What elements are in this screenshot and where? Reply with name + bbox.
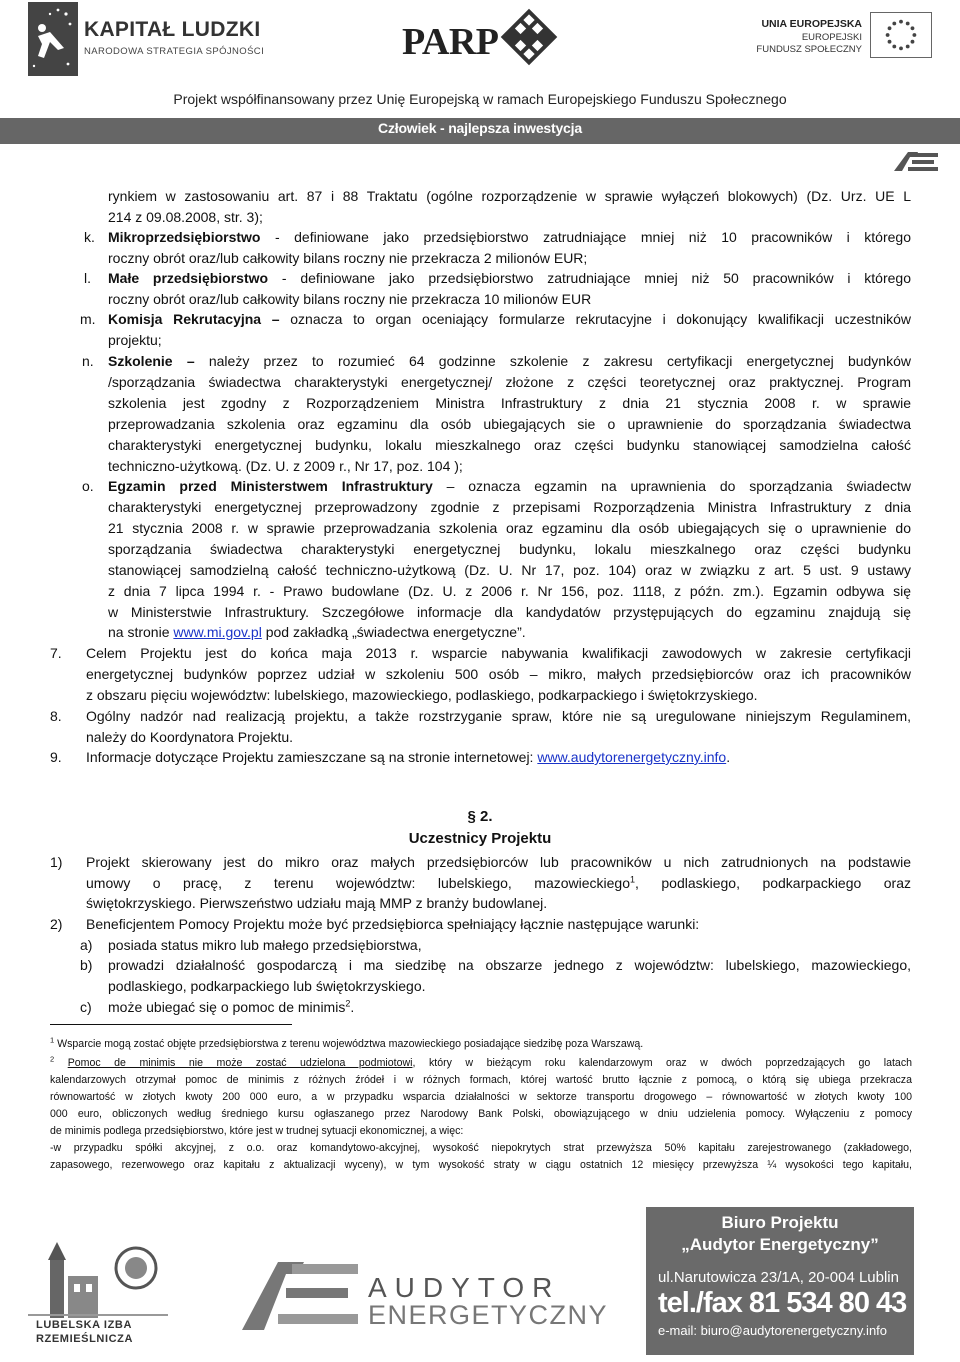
item-1-line2-end: , podlaskiego, podkarpackiego oraz [635, 875, 911, 891]
parp-wordmark: PARP [402, 21, 499, 63]
definition-n-line2: /sporządzania świadectwa charakterystyki energetycznej/ złożone z części teoretycznej oraz praktycznej. Program [108, 374, 911, 390]
definition-n-text: należy przez to rozumieć 64 godzinne szkolenie z zakresu certyfikacji energetycznej budynków [194, 353, 911, 369]
mi-gov-link[interactable]: www.mi.gov.pl [173, 624, 262, 640]
definition-o-term: Egzamin przed Ministerstwem Infrastruktury [108, 478, 433, 494]
footnote-2-line4: 000 euro, obliczonych według średniego kursu ogłaszanego przez Narodowy Bank Polski, obowiązującego w dniu udzielenia pomocy. Wyłączeniu z pomocy [50, 1108, 912, 1120]
section-number: § 2. [467, 808, 493, 825]
footnote-2-line7: zapasowego, rezerwowego oraz kapitału z aktualizacji wyceny), w tym wysokość straty w ciągu ostatnich 12 miesięcy przewyższa ¼ wysokości tego kapitału, [50, 1159, 912, 1171]
point-9-label: 9. [50, 749, 62, 765]
definition-n-line6: techniczno-użytkową. (Dz. U. z 2009 r., Nr 17, poz. 104 ); [108, 458, 463, 474]
item-2c-line [108, 997, 911, 1018]
project-office-address: ul.Narutowicza 23/1A, 20-004 Lublin [658, 1269, 899, 1286]
point-8-line1: Ogólny nadzór nad realizacją projektu, a także rozstrzyganie spraw, które nie są uregulowane niniejszym Regulaminem, [86, 708, 911, 724]
footnote-2-number: 2 [50, 1054, 55, 1064]
point-9-line [86, 747, 911, 768]
point-7-line3: z obszaru pięciu województw: lubelskiego, mazowieckiego, podlaskiego, podkarpackiego i świętokrzyskiego. [86, 687, 758, 703]
definition-o-line5: stanowiącej samodzielną całość techniczno-użytkową (Dz. U. Nr 17, poz. 104) oraz w związku z art. 5 ust. 9 ustawy [108, 562, 911, 578]
definition-o-line7: w Ministerstwie Infrastruktury. Szczegółowe informacje dla kandydatów przystępujących do egzaminu znajdują się [108, 604, 911, 620]
eu-flag-icon [870, 12, 932, 58]
definition-o-line3: 21 stycznia 2008 r. w sprawie przeprowadzania szkolenia oraz egzaminu dla osób ubiegających się o uprawnienie do [108, 520, 911, 536]
definition-m-text: oznacza to organ oceniający formularze rekrutacyjne i dokonujący kwalifikacji uczestników [279, 311, 911, 327]
parp-diamond-icon [500, 8, 558, 66]
footnote-2-line1 [50, 1055, 912, 1071]
definition-o-line4: sporządzania świadectwa charakterystyki energetycznej budynku, lokalu mieszkalnego oraz części budynku [108, 541, 911, 557]
footnote-2-line3: równowartość w złotych kwoty 200 000 euro, a w przypadku wsparcia działalności w sektorze transportu drogowego – równowartość w złotych kwoty 100 [50, 1091, 912, 1103]
definition-n-line5: charakterystyki energetycznej budynku, lokalu mieszkalnego oraz części budynku stanowiącej samodzielna całość [108, 437, 911, 453]
definition-m-line1 [108, 309, 911, 330]
item-2b-line1: prowadzi działalność gospodarczą i ma siedzibę na obszarze jednego z województw: lubelskiego, mazowieckiego, [108, 957, 911, 973]
eu-logo [742, 8, 932, 68]
definition-l-line1 [108, 268, 911, 289]
point-9-end: . [726, 749, 731, 765]
definition-m-label: m. [80, 311, 96, 327]
definition-n-line3: szkolenia jest zgodny z Rozporządzeniem Ministra Infrastruktury z dnia 21 stycznia 2008 r. w sprawie [108, 395, 911, 411]
audytor-ae-logo-icon [238, 1256, 362, 1332]
kapital-ludzki-logo [28, 2, 278, 82]
item-1-label: 1) [50, 854, 63, 870]
footnote-2-line2: kalendarzowych otrzymał pomoc de minimis z różnych źródeł i w różnych formach, której wartość brutto łącznie z pomocą, o którą się ubiega przekracza [50, 1074, 912, 1086]
footnote-2-underlined: Pomoc de minimis nie może zostać udzielona podmiotowi [67, 1057, 413, 1069]
parp-logo [402, 6, 562, 68]
audytor-website-link[interactable]: www.audytorenergetyczny.info [537, 749, 727, 765]
item-2-line1: Beneficjentem Pomocy Projektu może być przedsiębiorca spełniający łącznie następujące warunki: [86, 916, 700, 932]
item-2c-label: c) [80, 999, 92, 1015]
item-1-line1: Projekt skierowany jest do mikro oraz małych przedsiębiorców lub pracowników u nich zatrudnionych na podstawie [86, 854, 911, 870]
lubelska-izba-logo [36, 1318, 176, 1346]
definition-o-link-prefix: na stronie [108, 624, 174, 640]
point-7-label: 7. [50, 645, 62, 661]
project-office-phone: tel./fax 81 534 80 43 [658, 1287, 907, 1319]
definition-o-line2: charakterystyki energetycznej przeprowadzony zgodnie z przepisami Rozporządzenia Ministra Infrastruktury z dnia [108, 499, 911, 515]
lubelska-izba-line1: LUBELSKA IZBA [36, 1319, 132, 1331]
footnote-ref-2: 2 [345, 998, 351, 1009]
definition-n-line4: przeprowadzania szkolenia oraz egzaminu dla osób ubiegających sie o uprawnienie do sporządzania świadectwa [108, 416, 911, 432]
project-office-box [646, 1207, 914, 1355]
definition-o-label: o. [82, 478, 94, 494]
definition-k-line1 [108, 227, 911, 248]
item-1-line3: świętokrzyskiego. Pierwszeństwo udziału mają MMP z branży budowlanej. [86, 895, 548, 911]
definition-l-text: - definiowane jako przedsiębiorstwo zatrudniające mniej niż 50 pracowników i którego [268, 270, 911, 286]
definition-l-label: l. [84, 270, 91, 286]
definition-o-line6: z dnia 7 lipca 1994 r. - Prawo budowlane (Dz. U. z 2006 r. Nr 156, poz. 1118, z późn. zm.). Egzamin odbywa się [108, 583, 911, 599]
footnote-ref-1: 1 [630, 874, 636, 885]
cofinancing-line: Projekt współfinansowany przez Unię Europejską w ramach Europejskiego Funduszu Społecznego [173, 91, 787, 107]
definition-n-label: n. [82, 353, 94, 369]
eu-fund-line1: EUROPEJSKI [801, 32, 862, 43]
item-2b-label: b) [80, 957, 93, 973]
definition-k-term: Mikroprzedsiębiorstwo [108, 229, 261, 245]
footnote-2-line1-rest: , który w bieżącym roku kalendarzowym oraz w dwóch poprzedzających go latach [412, 1057, 913, 1069]
item-2a-text: posiada status mikro lub małego przedsiębiorstwa, [108, 937, 422, 953]
energetyczny-wordmark: ENERGETYCZNY [368, 1300, 609, 1330]
item-1-line2 [86, 873, 911, 894]
definition-k-text: - definiowane jako przedsiębiorstwo zatrudniające mniej niż 10 pracowników i którego [260, 229, 911, 245]
eu-title: UNIA EUROPEJSKA [761, 18, 862, 30]
footnote-1 [50, 1036, 912, 1052]
ae-small-logo-icon [894, 150, 938, 172]
item-2-label: 2) [50, 916, 63, 932]
definition-m-line2: projektu; [108, 332, 162, 348]
item-2b-line2: podlaskiego, podkarpackiego lub świętokrzyskiego. [108, 978, 426, 994]
kapital-ludzki-emblem-icon [28, 2, 78, 76]
definition-o-text: – oznacza egzamin na uprawnienia do sporządzania świadectw [432, 478, 911, 494]
definition-l-line2: roczny obrót oraz/lub całkowity bilans roczny nie przekracza 10 milionów EUR [108, 291, 592, 307]
project-office-name: „Audytor Energetyczny” [681, 1235, 879, 1254]
project-office-email: e-mail: biuro@audytorenergetyczny.info [658, 1323, 888, 1338]
point-7-line2: energetycznej budynków poprzez udział w szkoleniu 500 osób – mikro, małych przedsiębiorców oraz ich pracowników [86, 666, 911, 682]
footnote-1-number: 1 [50, 1035, 55, 1045]
definition-k-line2: roczny obrót oraz/lub całkowity bilans roczny nie przekracza 2 milionów EUR; [108, 250, 588, 266]
item-2c-end: . [350, 999, 355, 1015]
definition-m-term: Komisja Rekrutacyjna – [108, 311, 280, 327]
footnote-2-line5: de minimis podlega przedsiębiorstwo, które jest w trudnej sytuacji ekonomicznej, a więc: [50, 1125, 464, 1137]
footnote-2-line6: -w przypadku spółki akcyjnej, z o.o. oraz komandytowo-akcyjnej, wysokość niepokrytych strat przewyższa 50% kapitału zarejestrowanego (zakładowego, [50, 1142, 912, 1154]
point-8-label: 8. [50, 708, 62, 724]
item-2c-text: może ubiegać się o pomoc de minimis [108, 999, 346, 1015]
item-1-line2-start: umowy o pracę, z terenu województw: lubelskiego, mazowieckiego [86, 875, 630, 891]
definition-j-continuation-line2: 214 z 09.08.2008, str. 3); [108, 209, 263, 225]
definition-n-line1 [108, 351, 911, 372]
definition-o-line1 [108, 476, 911, 497]
footnote-separator [50, 1024, 292, 1025]
section-title: Uczestnicy Projektu [408, 830, 552, 847]
project-office-title: Biuro Projektu [721, 1213, 839, 1232]
point-8-line2: należy do Koordynatora Projektu. [86, 729, 294, 745]
definition-o-line8 [108, 622, 911, 643]
definition-o-link-suffix: pod zakładką „świadectwa energetyczne”. [261, 624, 526, 640]
definition-j-continuation-line1: rynkiem w zastosowaniu art. 87 i 88 Traktatu (ogólne rozporządzenie w sprawie wyłączeń blokowych) (Dz. Urz. UE L [108, 188, 911, 204]
point-7-line1: Celem Projektu jest do końca maja 2013 r. wsparcie nabywania kwalifikacji zawodowych w zakresie certyfikacji [86, 645, 911, 661]
slogan-text: Człowiek - najlepsza inwestycja [378, 120, 582, 136]
footnote-1-text: Wsparcie mogą zostać objęte przedsiębiorstwa z terenu województwa mazowieckiego posiadające siedzibę poza Warszawą. [54, 1038, 644, 1050]
definition-n-term: Szkolenie – [108, 353, 195, 369]
audytor-wordmark: AUDYTOR [368, 1272, 561, 1303]
point-9-text: Informacje dotyczące Projektu zamieszczane są na stronie internetowej: [86, 749, 538, 765]
kapital-ludzki-title: KAPITAŁ LUDZKI [84, 18, 261, 41]
lubelska-izba-line2: RZEMIEŚLNICZA [36, 1333, 134, 1345]
eu-fund-line2: FUNDUSZ SPOŁECZNY [756, 44, 862, 55]
definition-k-label: k. [84, 229, 95, 245]
definition-l-term: Małe przedsiębiorstwo [108, 270, 269, 286]
item-2a-label: a) [80, 937, 93, 953]
kapital-ludzki-subtitle: NARODOWA STRATEGIA SPÓJNOŚCI [84, 46, 265, 57]
